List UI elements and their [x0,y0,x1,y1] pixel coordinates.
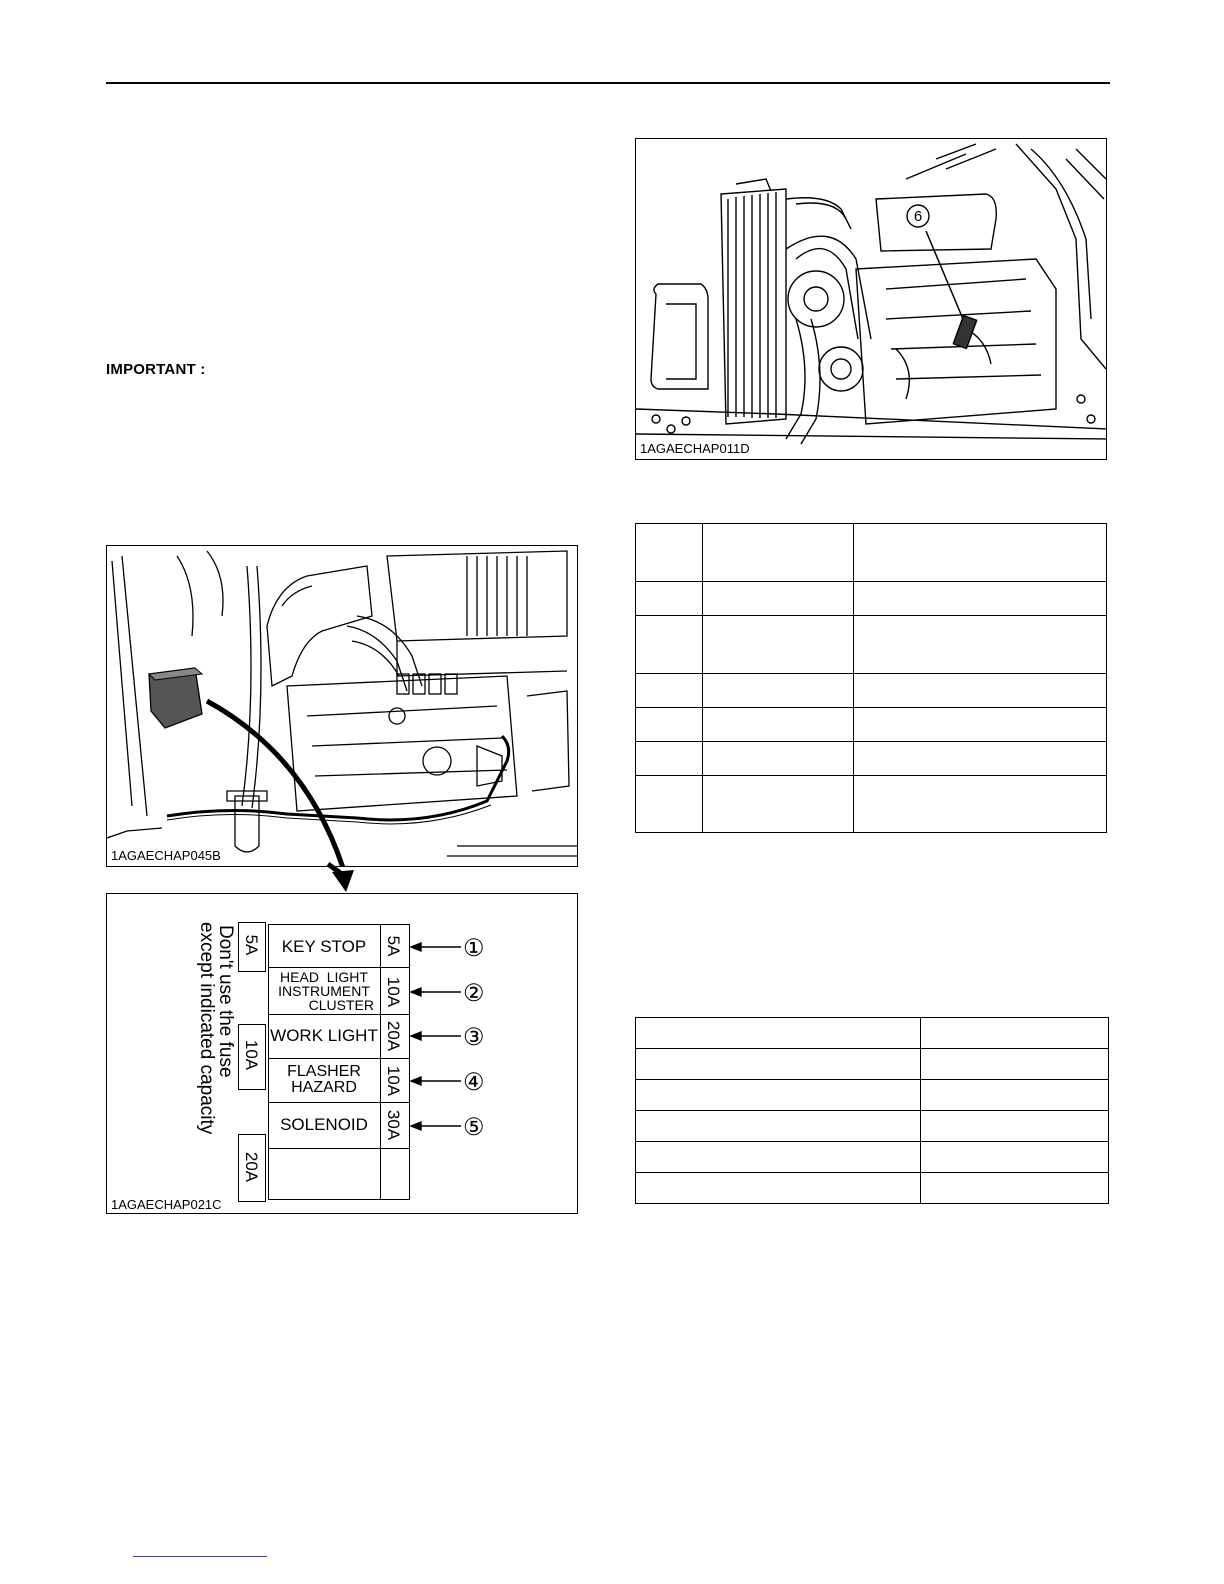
table-cell [703,582,854,616]
fuse-row-divider [268,1014,409,1015]
fuse-rating-1: 5A [384,935,403,957]
spare-fuse-20a: 20A [238,1134,266,1202]
fuse-warning-line2: except indicated capacity [196,922,217,1135]
table-cell [636,1111,921,1142]
table-cell [636,1142,921,1173]
table-cell [854,708,1107,742]
fuse-table-top [635,523,1107,833]
table-cell [636,674,703,708]
table-cell [921,1142,1109,1173]
table-cell [854,616,1107,674]
fuse-row-divider [268,1058,409,1059]
table-cell [703,524,854,582]
fuse-rating-2: 10A [384,976,403,1008]
table-cell [636,524,703,582]
footer-link-underline[interactable] [133,1556,267,1557]
fuse-label-flasher-hazard: FLASHER HAZARD [287,1063,361,1096]
fuse-rating-5: 30A [384,1109,403,1141]
table-cell [636,1049,921,1080]
fuse-table-bottom [635,1017,1109,1204]
engine-figure-left [106,545,578,867]
table-cell [636,742,703,776]
table-cell [854,582,1107,616]
table-cell [703,776,854,833]
table-cell [703,708,854,742]
table-cell [636,582,703,616]
figure-code-fuse-panel: 1AGAECHAP021C [111,1197,222,1212]
table-cell [636,616,703,674]
callout-2: ② [463,980,485,1007]
important-label: IMPORTANT : [106,361,206,378]
callout-4: ④ [463,1069,485,1096]
figure-code-engine-left: 1AGAECHAP045B [111,848,221,863]
table-cell [921,1173,1109,1204]
fuse-rating-3: 20A [384,1020,403,1052]
table-cell [636,708,703,742]
engine-left-illustration [107,546,578,867]
fuse-divider [380,924,381,1200]
callout-6: 6 [913,208,923,225]
table-cell [636,776,703,833]
callout-3: ③ [463,1024,485,1051]
table-cell [854,674,1107,708]
callout-1: ① [463,935,485,962]
fuse-label-solenoid: SOLENOID [280,1115,368,1134]
table-cell [854,524,1107,582]
spare-fuse-5a: 5A [238,922,266,972]
table-cell [703,674,854,708]
engine-figure-right [635,138,1107,460]
table-cell [703,616,854,674]
header-rule [106,82,1110,84]
table-cell [921,1111,1109,1142]
fuse-row-divider [268,1148,409,1149]
fuse-row-divider [268,1102,409,1103]
engine-right-illustration [636,139,1107,460]
table-cell [921,1049,1109,1080]
fuse-rating-4: 10A [384,1065,403,1097]
table-cell [921,1080,1109,1111]
table-cell [636,1080,921,1111]
fuse-label-key-stop: KEY STOP [281,937,367,956]
spare-fuse-10a: 10A [238,1024,266,1090]
table-cell [921,1018,1109,1049]
fuse-warning-line1: Don't use the fuse [215,925,236,1078]
table-cell [636,1173,921,1204]
fuse-panel-figure [106,893,578,1214]
fuse-label-head-light: HEAD LIGHT INSTRUMENT CLUSTER [278,969,374,1013]
table-cell [703,742,854,776]
table-cell [854,742,1107,776]
figure-code-top-right: 1AGAECHAP011D [640,441,750,456]
table-cell [636,1018,921,1049]
callout-5: ⑤ [463,1114,485,1141]
fuse-label-work-light: WORK LIGHT [270,1026,378,1045]
table-cell [854,776,1107,833]
